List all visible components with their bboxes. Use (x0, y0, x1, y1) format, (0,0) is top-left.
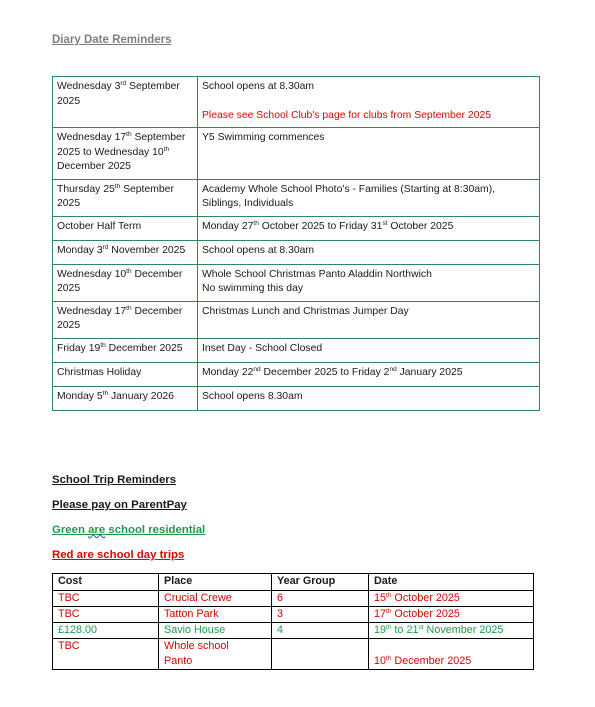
date-cell: Wednesday 17th September 2025 to Wednesday 10th December 2025 (53, 128, 198, 180)
year-group-cell: 6 (272, 591, 369, 607)
table-row (53, 386, 540, 410)
table-row (53, 591, 534, 607)
table-row (53, 338, 540, 362)
place-cell: Whole school Panto (159, 639, 272, 670)
event-cell: Whole School Christmas Panto Aladdin Northwich No swimming this day (198, 264, 540, 301)
table-row (53, 240, 540, 264)
table-row (53, 362, 540, 386)
table-row (53, 179, 540, 216)
date-cell: Wednesday 10th December 2025 (53, 264, 198, 301)
event-cell: Inset Day - School Closed (198, 338, 540, 362)
date-cell: Thursday 25th September 2025 (53, 179, 198, 216)
date-cell: Monday 5th January 2026 (53, 386, 198, 410)
event-cell: School opens at 8.30am (198, 240, 540, 264)
year-group-cell (272, 639, 369, 670)
column-header-year-group: Year Group (272, 574, 369, 591)
date-cell: 17th October 2025 (369, 607, 534, 623)
table-row (53, 128, 540, 180)
year-group-cell: 3 (272, 607, 369, 623)
date-cell: 19th to 21st November 2025 (369, 623, 534, 639)
date-cell: Monday 3rd November 2025 (53, 240, 198, 264)
event-cell: Monday 27th October 2025 to Friday 31st October 2025 (198, 216, 540, 240)
table-row (53, 301, 540, 338)
table-row (53, 623, 534, 639)
date-cell: Friday 19th December 2025 (53, 338, 198, 362)
red-legend-heading: Red are school day trips (52, 549, 185, 561)
column-header-place: Place (159, 574, 272, 591)
date-cell: 15th October 2025 (369, 591, 534, 607)
event-cell: Christmas Lunch and Christmas Jumper Day (198, 301, 540, 338)
place-cell: Savio House (159, 623, 272, 639)
date-cell: October Half Term (53, 216, 198, 240)
event-cell: Academy Whole School Photo's - Families (Starting at 8:30am), Siblings, Individuals (198, 179, 540, 216)
event-cell: School opens 8.30am (198, 386, 540, 410)
cost-cell: TBC (53, 591, 159, 607)
clubs-note: Please see School Club's page for clubs from September 2025 (202, 109, 492, 121)
cost-cell: TBC (53, 607, 159, 623)
cost-cell: £128.00 (53, 623, 159, 639)
table-row (53, 264, 540, 301)
date-cell: Wednesday 17th December 2025 (53, 301, 198, 338)
event-cell: Y5 Swimming commences (198, 128, 540, 180)
spellcheck-underlined-word: are (88, 524, 106, 536)
date-cell: Christmas Holiday (53, 362, 198, 386)
event-cell: School opens at 8.30am Please see School Club's page for clubs from September 2025 (198, 77, 540, 128)
column-header-cost: Cost (53, 574, 159, 591)
table-row (53, 77, 540, 128)
table-row (53, 639, 534, 670)
column-header-date: Date (369, 574, 534, 591)
table-row (53, 216, 540, 240)
green-legend-heading: Green are school residential (52, 524, 206, 536)
year-group-cell: 4 (272, 623, 369, 639)
date-cell: Wednesday 3rd September 2025 (53, 77, 198, 128)
trips-heading: School Trip Reminders (52, 474, 177, 486)
diary-dates-table (52, 76, 540, 411)
date-cell: 10th December 2025 (369, 639, 534, 670)
place-cell: Crucial Crewe (159, 591, 272, 607)
table-header-row (53, 574, 534, 591)
table-row (53, 607, 534, 623)
page-title: Diary Date Reminders (52, 34, 172, 46)
place-cell: Tatton Park (159, 607, 272, 623)
cost-cell: TBC (53, 639, 159, 670)
pay-heading: Please pay on ParentPay (52, 499, 187, 511)
school-trips-table (52, 573, 534, 670)
event-cell: Monday 22nd December 2025 to Friday 2nd January 2025 (198, 362, 540, 386)
